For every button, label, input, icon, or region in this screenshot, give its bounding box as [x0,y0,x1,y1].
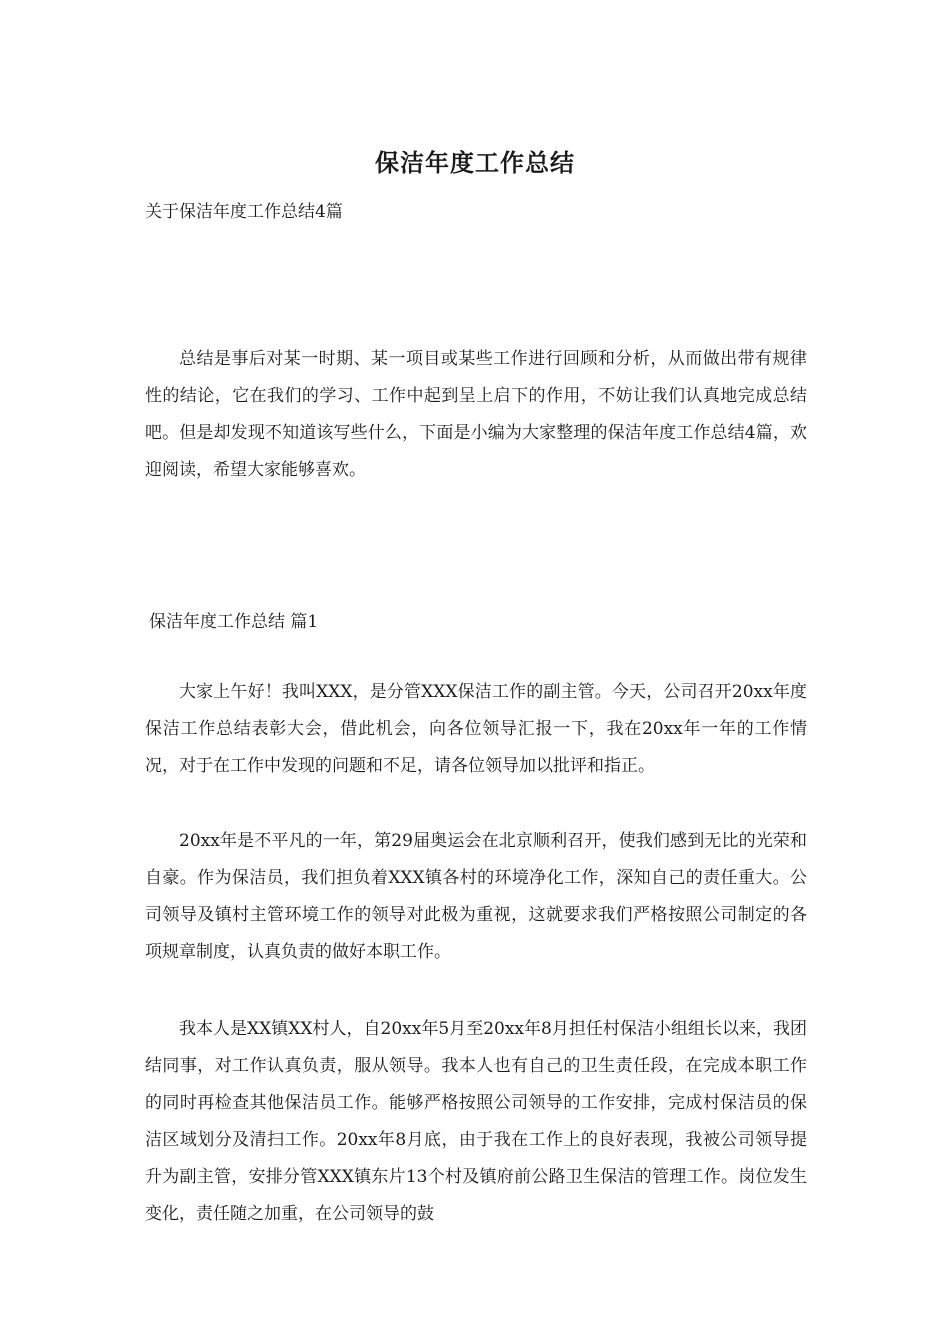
body-paragraph-1: 大家上午好！我叫XXX，是分管XXX保洁工作的副主管。今天，公司召开20xx年度保洁工作总结表彰大会，借此机会，向各位领导汇报一下，我在20xx年一年的工作情况，对于在工作中发现的问题和不足，请各位领导加以批评和指正。 [145,682,807,776]
body-paragraph-2: 20xx年是不平凡的一年，第29届奥运会在北京顺利召开，使我们感到无比的光荣和自豪。作为保洁员，我们担负着XXX镇各村的环境净化工作，深知自己的责任重大。公司领导及镇村主管环境工作的领导对此极为重视，这就要求我们严格按照公司制定的各项规章制度，认真负责的做好本职工作。 [145,831,807,962]
body-paragraph-3: 我本人是XX镇XX村人，自20xx年5月至20xx年8月担任村保洁小组组长以来，我团结同事，对工作认真负责，服从领导。我本人也有自己的卫生责任段，在完成本职工作的同时再检查其他保洁员工作。能够严格按照公司领导的工作安排，完成村保洁员的保洁区域划分及清扫工作。20xx年8月底，由于我在工作上的良好表现，我被公司领导提升为副主管，安排分管XXX镇东片13个村及镇府前公路卫生保洁的管理工作。岗位发生变化，责任随之加重，在公司领导的鼓 [145,1019,807,1224]
document-subtitle: 关于保洁年度工作总结4篇 [145,202,343,222]
document-title: 保洁年度工作总结 [375,148,575,177]
section-heading: 保洁年度工作总结 篇1 [149,612,319,632]
intro-paragraph: 总结是事后对某一时期、某一项目或某些工作进行回顾和分析，从而做出带有规律性的结论，它在我们的学习、工作中起到呈上启下的作用，不妨让我们认真地完成总结吧。但是却发现不知道该写些什么，下面是小编为大家整理的保洁年度工作总结4篇，欢迎阅读，希望大家能够喜欢。 [145,349,807,480]
